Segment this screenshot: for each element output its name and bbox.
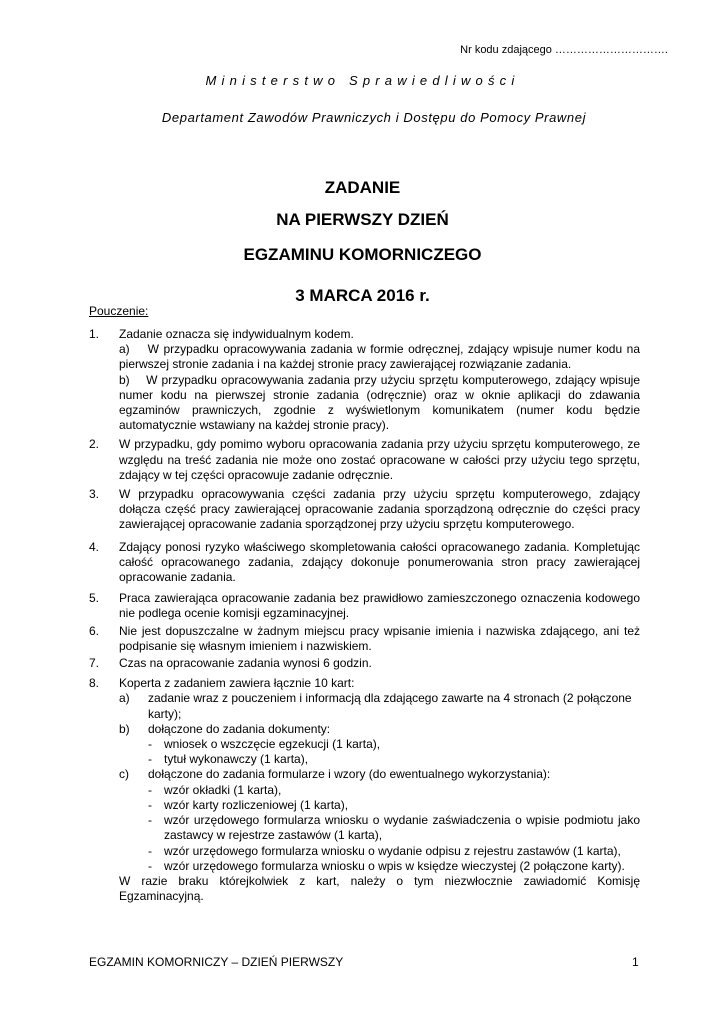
document-entry [119,752,640,767]
list-item [89,540,640,586]
item-number: 1. [89,327,100,341]
entry-text: wzór urzędowego formularza wniosku o wydanie odpisu z rejestru zastawów (1 karta), [164,843,621,858]
list-item [89,437,640,483]
form-entry [119,813,640,843]
form-entry [119,859,640,874]
form-entry [119,783,640,798]
item-text: Praca zawierająca opracowanie zadania bez prawidłowo zamieszczonego oznaczenia kodowego nie podlega ocenie komisji egzaminacyjnej. [119,591,640,621]
dash-marker: - [148,752,152,767]
instructions-label: Pouczenie: [89,304,149,318]
dash-marker: - [148,797,152,812]
title-line-2: NA PIERWSZY DZIEŃ [276,210,449,229]
list-item [89,327,640,433]
department-name: Departament Zawodów Prawniczych i Dostępu do Pomocy Prawnej [161,110,587,125]
ministry-name: Ministerstwo Sprawiedliwości [205,73,520,88]
item-text: Zadanie oznacza się indywidualnym kodem. [119,327,354,341]
entry-text: wzór karty rozliczeniowej (1 karta), [164,797,349,812]
title-line-1: ZADANIE [324,178,401,197]
entry-text: wzór okładki (1 karta), [164,782,282,797]
entry-text: wzór urzędowego formularza wniosku o wydanie zaświadczenia o wpisie podmiotu jako zastawcy w rejestrze zastawów (1 karta), [164,813,640,843]
envelope-part-c [119,767,640,782]
part-text: dołączone do zadania dokumenty: [148,721,331,736]
list-item [89,656,640,671]
part-text: zadanie wraz z pouczeniem i informacją dla zdającego zawarte na 4 stronach (2 połączone karty); [148,691,632,721]
form-entry [119,844,640,859]
form-entry [119,798,640,813]
item-text: Zdający ponosi ryzyko właściwego skompletowania całości opracowanego zadania. Kompletując całość opracowanego zadania, zdający dokonuje ponumerowania stron pracy zawierającej opracowanie zadania. [119,539,640,585]
item-text: Czas na opracowanie zadania wynosi 6 godzin. [119,656,372,671]
part-label: b) [119,721,130,736]
item-number: 5. [89,591,100,606]
item-number: 8. [89,676,100,691]
dash-marker: - [148,858,152,873]
list-item [89,624,640,654]
page-number: 1 [632,955,639,969]
dash-marker: - [148,782,152,797]
closing-note: W razie braku którejkolwiek z kart, należy o tym niezwłocznie zawiadomić Komisję Egzaminacyjną. [119,873,640,904]
item-number: 7. [89,656,100,671]
page-footer: EGZAMIN KOMORNICZY – DZIEŃ PIERWSZY [89,955,344,969]
item-subpoint: b) W przypadku opracowywania zadania przy użyciu sprzętu komputerowego, zdający wpisuje numer kodu na pierwszej stronie zadania (odręcznie) oraz w oknie aplikacji do zdawania egzaminów prawniczych, zgodnie z wyświetlonym komunikatem (numer kodu będzie automatycznie wstawiany na każdej stronie pracy). [119,372,640,433]
document-entry [119,737,640,752]
item-number: 3. [89,487,100,502]
list-item [89,487,640,533]
instructions-list [89,327,640,908]
item-text: W przypadku opracowywania części zadania przy użyciu sprzętu komputerowego, zdający dołącza część pracy zawierającej opracowanie zadania sporządzoną odręcznie do części pracy zawierającej opracowanie zadania sporządzonej przy użyciu sprzętu komputerowego. [119,487,640,532]
dash-marker: - [148,843,152,858]
dash-marker: - [148,737,152,752]
item-number: 2. [89,437,100,452]
title-line-3: EGZAMINU KOMORNICZEGO [243,245,482,264]
envelope-part-a [119,691,640,721]
item-number: 6. [89,623,100,638]
entry-text: tytuł wykonawczy (1 karta), [164,752,309,767]
entry-text: wniosek o wszczęcie egzekucji (1 karta), [164,737,381,752]
candidate-code-field: Nr kodu zdającego …………………………. [460,44,668,56]
item-subpoint: a) W przypadku opracowywania zadania w formie odręcznej, zdający wpisuje numer kodu na pierwszej stronie zadania i na każdej stronie pracy zawierającej rozwiązanie zadania. [119,342,640,372]
part-label: c) [119,767,129,782]
list-item [89,676,640,904]
item-text: Koperta z zadaniem zawiera łącznie 10 kart: [119,676,355,691]
envelope-part-b [119,722,640,737]
dash-marker: - [148,813,152,828]
item-text: W przypadku, gdy pomimo wyboru opracowania zadania przy użyciu sprzętu komputerowego, ze względu na treść zadania nie może ono zostać opracowane w całości przy użyciu tego sprzętu, zdający w tej części opracowuje zadanie odręcznie. [119,437,640,482]
part-text: dołączone do zadania formularze i wzory (do ewentualnego wykorzystania): [148,767,551,782]
entry-text: wzór urzędowego formularza wniosku o wpis w księdze wieczystej (2 połączone karty). [164,858,625,873]
part-label: a) [119,691,130,706]
item-text: Nie jest dopuszczalne w żadnym miejscu pracy wpisanie imienia i nazwiska zdającego, ani też podpisanie się własnym imieniem i nazwiskiem. [119,623,640,653]
list-item [89,591,640,621]
exam-date: 3 MARCA 2016 r. [295,286,430,305]
item-number: 4. [89,539,100,554]
